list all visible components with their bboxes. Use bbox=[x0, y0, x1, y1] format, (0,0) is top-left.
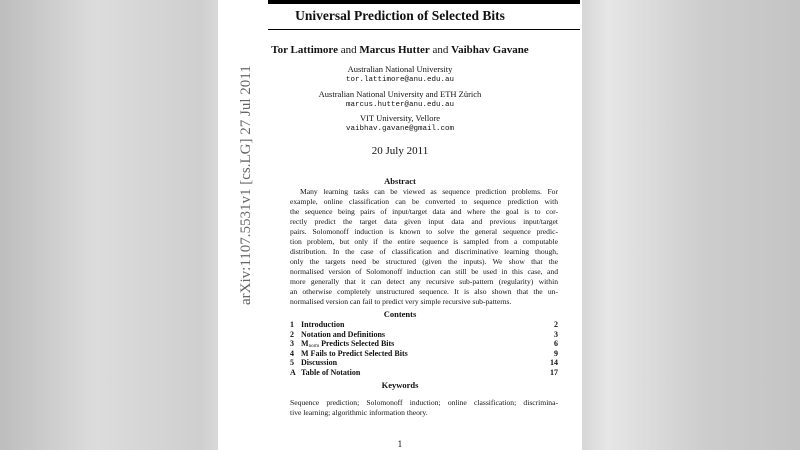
authors bbox=[218, 44, 582, 56]
toc-title bbox=[301, 320, 554, 329]
abstract-line: the sequence being pairs of input/target data and where the goal is to cor- bbox=[290, 207, 558, 216]
toc-title-rest: Predicts Selected Bits bbox=[319, 339, 395, 349]
toc-page: 3 bbox=[554, 329, 558, 339]
toc-entry[interactable] bbox=[290, 349, 558, 358]
toc-number: 1 bbox=[290, 320, 294, 329]
toc-number: 4 bbox=[290, 348, 294, 358]
toc-title-text: Table of Notation bbox=[301, 368, 361, 377]
toc-number: 3 bbox=[290, 339, 294, 349]
abstract-line: an otherwise completely unstructured sequence. It is also shown that the un- bbox=[290, 287, 558, 296]
page-number: 1 bbox=[397, 440, 403, 449]
toc-number: 5 bbox=[290, 358, 294, 368]
toc-page: 6 bbox=[554, 339, 558, 349]
toc-page: 9 bbox=[554, 348, 558, 358]
toc-page: 2 bbox=[554, 320, 558, 329]
toc-entry[interactable] bbox=[290, 368, 558, 377]
toc-entry[interactable] bbox=[290, 320, 558, 329]
affiliation-2: Australian National University and ETH Zürich bbox=[318, 89, 482, 99]
abstract-line: pairs. Solomonoff induction is known to solve the general sequence predic- bbox=[290, 227, 558, 236]
author-2: Marcus Hutter bbox=[359, 44, 430, 56]
toc-subscript: norm bbox=[308, 344, 320, 350]
abstract-line: tion problem, but only if the entire sequence is sampled from a computable bbox=[290, 237, 558, 246]
paper-page bbox=[218, 0, 582, 450]
toc-title bbox=[301, 330, 554, 339]
abstract-line: only the targets need be structured (given the inputs). We show that the bbox=[290, 257, 558, 266]
affiliation-3: VIT University, Vellore bbox=[359, 113, 441, 123]
toc-entry[interactable] bbox=[290, 330, 558, 339]
toc-title bbox=[301, 368, 550, 377]
toc-title bbox=[301, 349, 554, 358]
toc-title-text: Discussion bbox=[301, 358, 338, 368]
paper-title: Universal Prediction of Selected Bits bbox=[295, 8, 505, 23]
abstract-line: distribution. In the case of classification and discriminative learning though, bbox=[290, 247, 558, 256]
contents-heading: Contents bbox=[383, 309, 417, 319]
abstract-line: normalised version of Solomonoff induction can still be used in this case, and bbox=[290, 267, 558, 276]
toc-entry[interactable] bbox=[290, 358, 558, 367]
author-3: Vaibhav Gavane bbox=[451, 44, 529, 56]
top-rule bbox=[268, 0, 580, 4]
toc-page: 17 bbox=[550, 368, 558, 377]
date: 20 July 2011 bbox=[371, 145, 429, 157]
abstract-line: more generally that it can detect any recursive sub-pattern (regularity) within bbox=[290, 277, 558, 286]
abstract-line: normalised version can fail to predict very simple recursive sub-patterns. bbox=[290, 297, 512, 306]
toc-title-text: M bbox=[301, 339, 309, 349]
toc-page: 14 bbox=[550, 358, 558, 368]
toc-entry[interactable] bbox=[290, 339, 558, 348]
email-1: tor.lattimore@anu.edu.au bbox=[345, 76, 455, 84]
arxiv-stamp: arXiv:1107.5531v1 [cs.LG] 27 Jul 2011 bbox=[238, 65, 254, 305]
affiliation-1: Australian National University bbox=[347, 64, 453, 74]
title-rule bbox=[268, 29, 580, 30]
abstract-line: example, online classification can be converted to sequence prediction with bbox=[290, 197, 558, 206]
author-1: Tor Lattimore bbox=[271, 44, 338, 56]
abstract-line: Many learning tasks can be viewed as sequence prediction problems. For bbox=[300, 187, 558, 196]
toc-title-text: Notation and Definitions bbox=[301, 329, 386, 339]
email-3: vaibhav.gavane@gmail.com bbox=[345, 125, 455, 133]
abstract-heading: Abstract bbox=[384, 176, 416, 186]
abstract-line: rectly predict the target data given input data and previous input/target bbox=[290, 217, 558, 226]
toc-number: 2 bbox=[290, 329, 294, 339]
and: and bbox=[429, 44, 452, 56]
email-2: marcus.hutter@anu.edu.au bbox=[345, 101, 455, 109]
and: and bbox=[338, 44, 360, 56]
keywords-line-1: Sequence prediction; Solomonoff induction; online classification; discrimina- bbox=[290, 398, 558, 407]
toc-title bbox=[301, 358, 550, 367]
toc-title-text: M Fails to Predict Selected Bits bbox=[301, 348, 408, 358]
toc-number: A bbox=[290, 368, 296, 377]
keywords-heading: Keywords bbox=[381, 380, 419, 390]
toc-title bbox=[301, 339, 554, 348]
keywords-line-2: tive learning; algorithmic information theory. bbox=[290, 408, 428, 417]
toc-title-text: Introduction bbox=[301, 320, 345, 329]
